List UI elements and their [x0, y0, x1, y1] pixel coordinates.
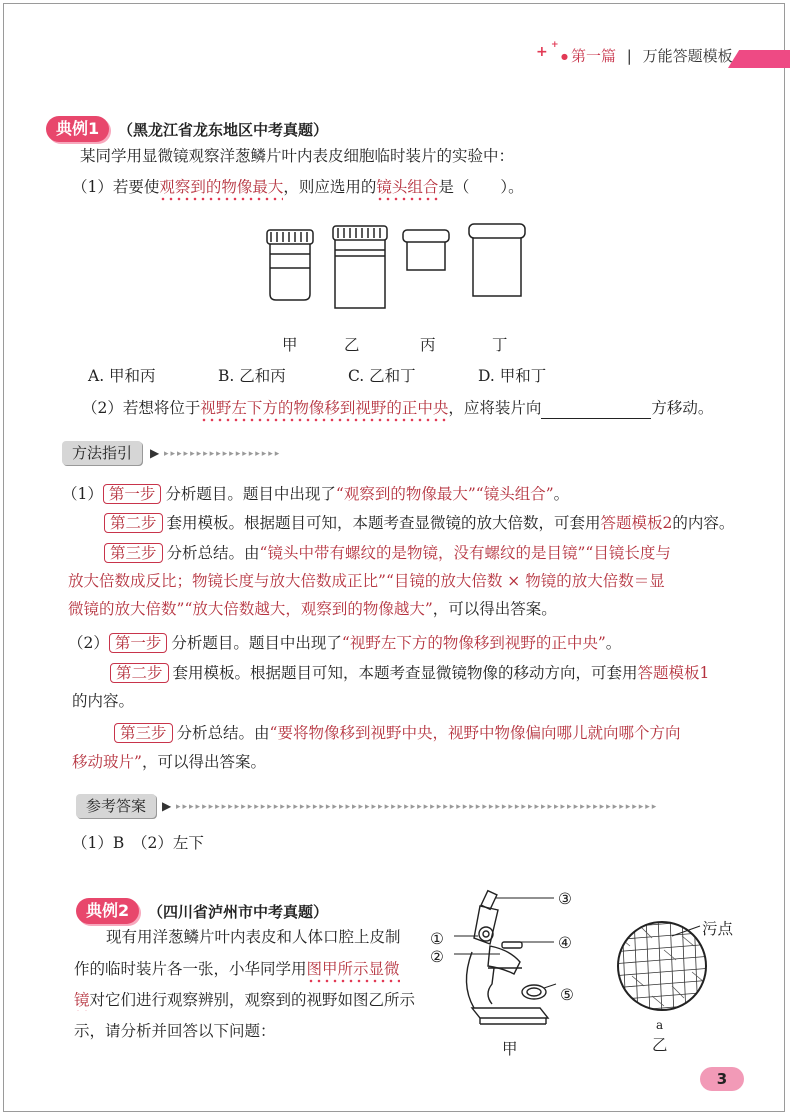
option-c: C. 乙和丁 — [348, 367, 416, 385]
method-p2-s1: （2） 第一步 分析题目。题目中出现了“视野左下方的物像移到视野的正中央”。 — [68, 634, 622, 652]
example2-line1: 现有用洋葱鳞片叶内表皮和人体口腔上皮制 — [106, 928, 401, 946]
answer-tag: 参考答案 — [76, 794, 156, 818]
lens-label-yi: 乙 — [344, 336, 360, 354]
step3-box: 第三步 — [104, 543, 163, 563]
label-3: ③ — [558, 890, 572, 908]
method-p1-s1: （1） 第一步 分析题目。题目中出现了“观察到的物像最大”“镜头组合”。 — [62, 485, 570, 503]
lens-jia — [267, 230, 313, 300]
answer-arrow-icon: ▶ — [162, 799, 172, 813]
lens-yi — [333, 226, 387, 308]
answer-blank — [541, 402, 651, 419]
method-p2-s3-line2: 移动玻片”，可以得出答案。 — [72, 753, 266, 771]
example1-q2: （2）若想将位于视野左下方的物像移到视野的正中央，应将装片向 方移动。 — [82, 397, 713, 419]
answer-text: （1）B （2）左下 — [72, 834, 204, 852]
method-p1-s2: 第二步 套用模板。根据题目可知，本题考查显微镜的放大倍数，可套用答题模板2的内容。 — [104, 512, 734, 534]
plus-icon: + — [536, 44, 548, 60]
example1-q1: （1）若要使观察到的物像最大，则应选用的镜头组合是（ ）。 — [72, 176, 524, 198]
example1-intro: 某同学用显微镜观察洋葱鳞片叶内表皮细胞临时装片的实验中： — [80, 147, 515, 165]
q1-highlight-2: 镜头组合 — [376, 178, 438, 201]
header-separator: | — [626, 47, 632, 65]
header-title: 万能答题模板 — [642, 47, 733, 65]
lens-label-jia: 甲 — [282, 336, 298, 354]
method-tag: 方法指引 — [62, 441, 142, 465]
example2-line4: 示，请分析并回答以下问题： — [74, 1022, 276, 1040]
option-a: A. 甲和丙 — [88, 367, 156, 385]
step1-box: 第一步 — [103, 484, 162, 504]
label-4: ④ — [558, 934, 572, 952]
lens-label-ding: 丁 — [492, 336, 508, 354]
arrow-head-icon: ▶ — [150, 446, 160, 460]
method-p2-s3: 第三步 分析总结。由“要将物像移到视野中央，视野中物像偏向哪儿就向哪个方向 — [114, 722, 680, 744]
field-of-view-figure — [612, 916, 712, 1016]
header-text — [571, 45, 733, 66]
label-5: ⑤ — [560, 986, 574, 1004]
example2-source: （四川省泸州市中考真题） — [148, 903, 329, 921]
figure-b-caption: 乙 — [652, 1036, 668, 1054]
method-p1-s3-line3: 微镜的放大倍数”“放大倍数越大，观察到的物像越大”，可以得出答案。 — [68, 600, 557, 618]
lens-label-bing: 丙 — [420, 336, 436, 354]
lens-bing — [403, 230, 449, 270]
method-p1-s3-line2: 放大倍数成反比；物镜长度与放大倍数成正比”“目镜的放大倍数 × 物镜的放大倍数＝显 — [68, 572, 665, 590]
label-1: ① — [430, 930, 444, 948]
lens-ding — [469, 224, 525, 296]
example1-source: （黑龙江省龙东地区中考真题） — [118, 121, 329, 139]
q1-highlight-1: 观察到的物像最大 — [159, 178, 283, 201]
method-p1-s3: 第三步 分析总结。由“镜头中带有螺纹的是物镜，没有螺纹的是目镜”“目镜长度与 — [104, 542, 671, 564]
header-accent — [728, 50, 790, 68]
example1-badge: 典例1 — [46, 116, 109, 142]
p2-step3-box: 第三步 — [114, 723, 173, 743]
figure-b-a-label: a — [656, 1018, 664, 1032]
p2-step2-box: 第二步 — [110, 663, 169, 683]
page-number: 3 — [700, 1067, 744, 1091]
spot-label: 污点 — [702, 920, 734, 938]
q2-highlight: 视野左下方的物像移到视野的正中央 — [200, 399, 448, 422]
header-prefix: 第一篇 — [571, 47, 617, 65]
example2-line2: 作的临时装片各一张，小华同学用图甲所示显微 — [74, 958, 400, 980]
step2-box: 第二步 — [104, 513, 163, 533]
example2-line3: 镜对它们进行观察辨别，观察到的视野如图乙所示 — [74, 989, 419, 1011]
p2-step1-box: 第一步 — [109, 633, 168, 653]
lens-illustration — [255, 220, 545, 310]
example2-badge: 典例2 — [76, 898, 139, 924]
page-header — [545, 42, 790, 70]
option-b: B. 乙和丙 — [218, 367, 286, 385]
method-p2-s2: 第二步 套用模板。根据题目可知，本题考查显微镜物像的移动方向，可套用答题模板1 — [110, 662, 709, 684]
figure-a-caption: 甲 — [502, 1040, 518, 1058]
microscope-figure — [450, 884, 560, 1034]
method-p2-s2-line2: 的内容。 — [72, 692, 135, 710]
label-2: ② — [430, 948, 444, 966]
arrow-line: ▸▸▸▸▸▸▸▸▸▸▸▸▸▸▸▸▸▸ — [164, 449, 282, 459]
option-d: D. 甲和丁 — [478, 367, 547, 385]
plus-icon-small: + — [551, 40, 559, 50]
dot-icon: ● — [561, 52, 568, 61]
answer-arrow-line: ▸▸▸▸▸▸▸▸▸▸▸▸▸▸▸▸▸▸▸▸▸▸▸▸▸▸▸▸▸▸▸▸▸▸▸▸▸▸▸▸▸▸▸▸▸▸▸▸▸▸▸▸▸▸▸▸▸▸▸▸▸▸▸▸▸▸▸▸▸▸▸▸▸▸ — [176, 802, 659, 812]
